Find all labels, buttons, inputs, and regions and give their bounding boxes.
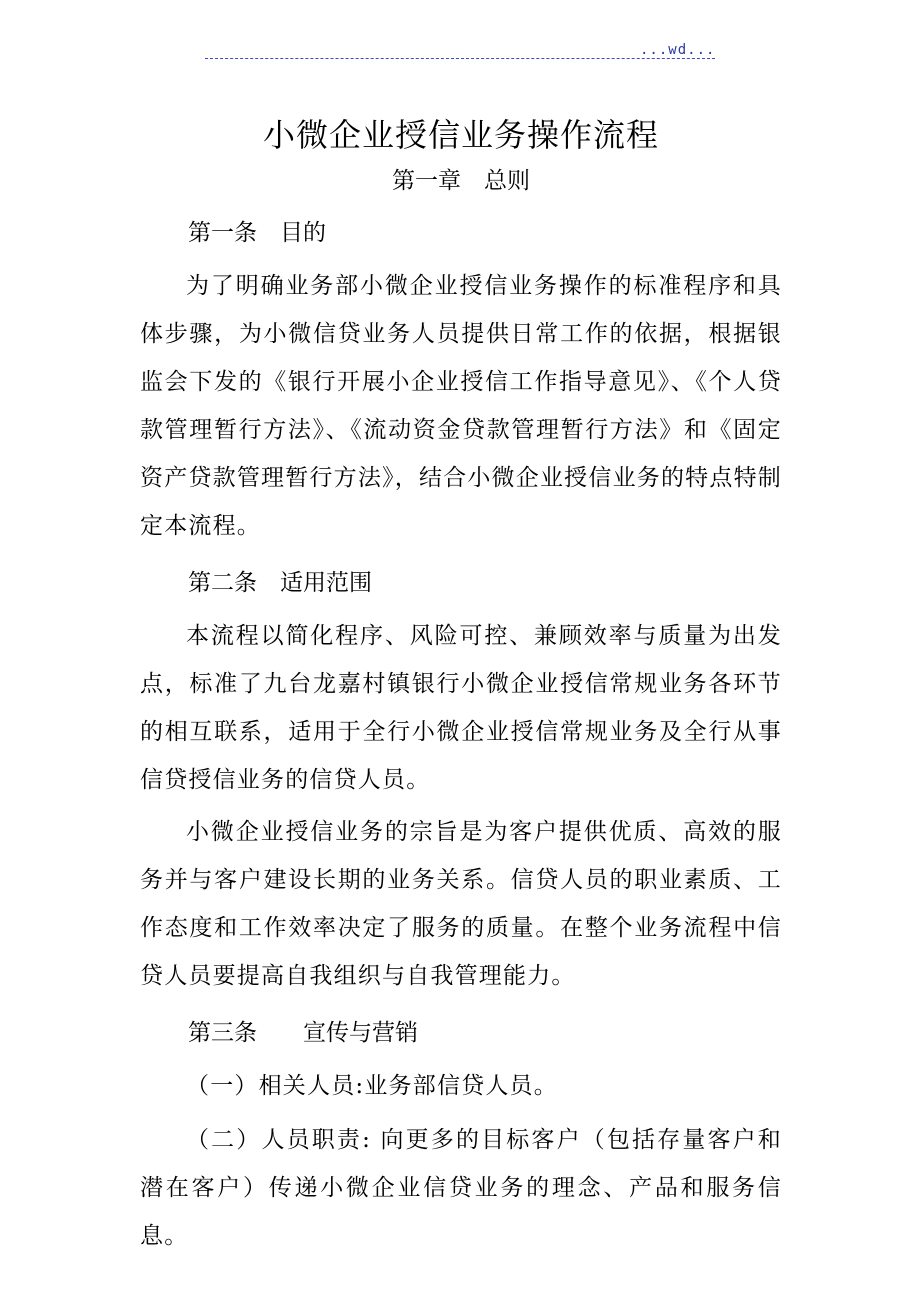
article-2-heading: 第二条 适用范围: [188, 570, 372, 596]
article-3-heading: 第三条 宣传与营销: [188, 1020, 418, 1046]
document-title: 小微企业授信业务操作流程: [262, 116, 659, 154]
article-2-paragraph-2: 小微企业授信业务的宗旨是为客户提供优质、高效的服务并与客户建设长期的业务关系。信贷人员的职业素质、工作态度和工作效率决定了服务的质量。在整个业务流程中信贷人员要提高自我组织与自我管理能力。: [140, 819, 782, 989]
article-1-paragraph: 为了明确业务部小微企业授信业务操作的标准程序和具体步骤，为小微信贷业务人员提供日常工作的依据，根据银监会下发的《银行开展小企业授信工作指导意见》、《个人贷款管理暂行方法》、《流动资金贷款管理暂行方法》和《固定资产贷款管理暂行方法》，结合小微企业授信业务的特点特制定本流程。: [140, 273, 782, 539]
article-3-item-1: （一）相关人员:业务部信贷人员。: [186, 1073, 558, 1099]
article-3-item-2: （二）人员职责: 向更多的目标客户（包括存量客户和潜在客户）传递小微企业信贷业务的理念、产品和服务信息。: [140, 1127, 782, 1249]
header-watermark: ...wd...: [640, 42, 716, 58]
article-2-paragraph-1: 本流程以简化程序、风险可控、兼顾效率与质量为出发点，标准了九台龙嘉村镇银行小微企业授信常规业务各环节的相互联系，适用于全行小微企业授信常规业务及全行从事信贷授信业务的信贷人员。: [140, 623, 782, 793]
article-1-heading: 第一条 目的: [188, 220, 326, 246]
chapter-heading: 第一章 总则: [392, 168, 530, 194]
header-dashed-rule: [205, 58, 715, 59]
document-body: [140, 108, 782, 1266]
